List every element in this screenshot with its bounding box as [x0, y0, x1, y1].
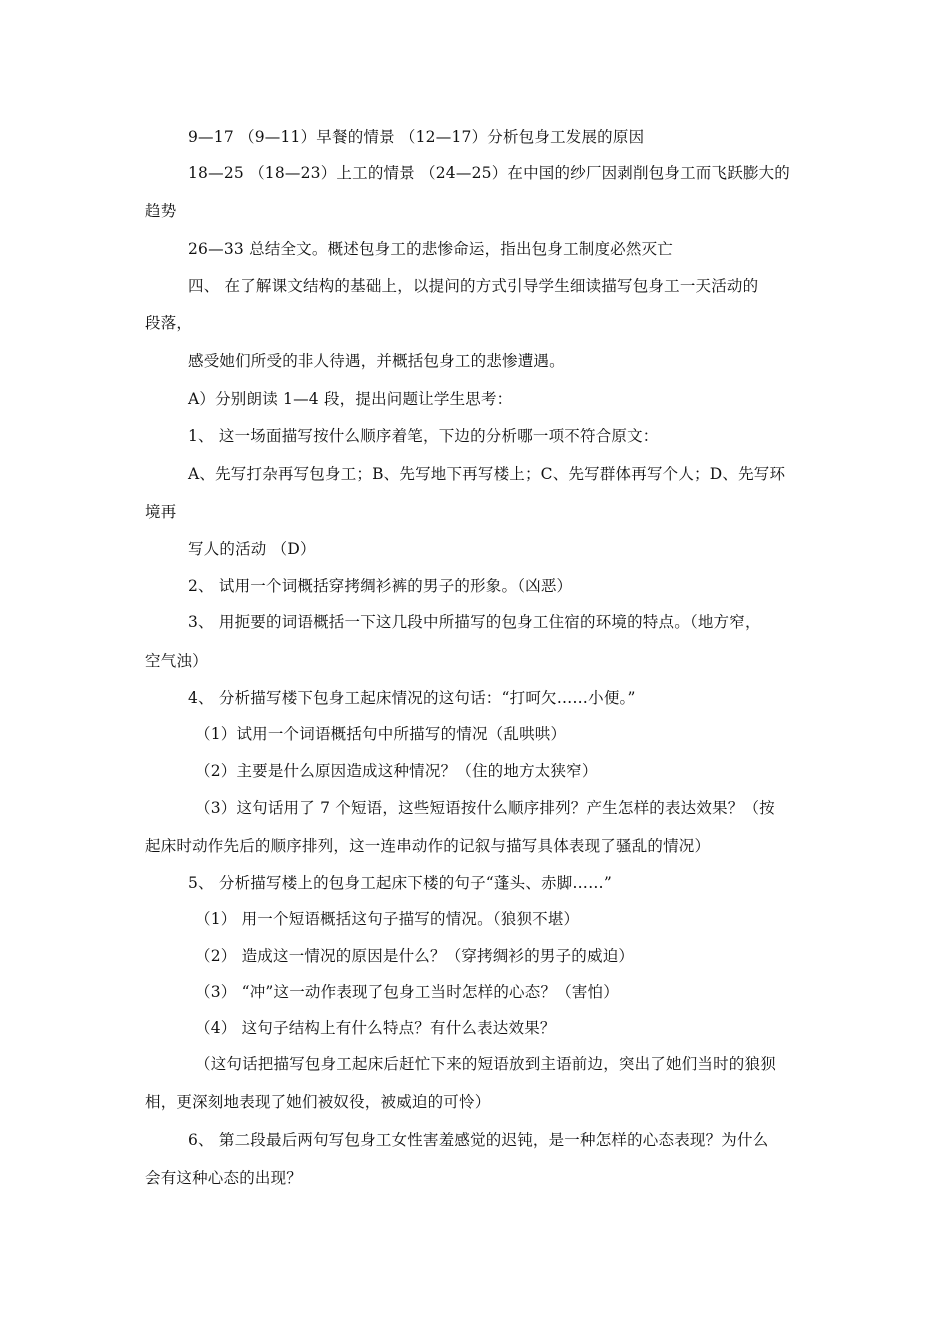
- text-line-29: 会有这种心态的出现？: [145, 1169, 303, 1187]
- text-line-2: 18—25 （18—23）上工的情景 （24—25）在中国的纱厂因剥削包身工而飞跃膨大的: [188, 164, 790, 182]
- text-line-23: （2） 造成这一情况的原因是什么？（穿拷绸衫的男子的威迫）: [195, 947, 635, 965]
- text-line-22: （1） 用一个短语概括这句子描写的情况。（狼狈不堪）: [195, 910, 580, 928]
- text-line-11: 境再: [145, 503, 177, 521]
- text-line-15: 空气浊）: [145, 652, 208, 670]
- text-line-25: （4） 这句子结构上有什么特点？有什么表达效果？: [195, 1019, 556, 1037]
- text-line-7: 感受她们所受的非人待遇，并概括包身工的悲惨遭遇。: [188, 352, 565, 370]
- text-line-13: 2、 试用一个词概括穿拷绸衫裤的男子的形象。（凶恶）: [188, 577, 573, 595]
- text-line-21: 5、 分析描写楼上的包身工起床下楼的句子“蓬头、赤脚……”: [188, 874, 612, 892]
- text-line-3: 趋势: [145, 202, 177, 220]
- text-line-14: 3、 用扼要的词语概括一下这几段中所描写的包身工住宿的环境的特点。（地方窄，: [188, 613, 761, 631]
- text-line-6: 段落，: [145, 314, 193, 332]
- text-line-8: A）分别朗读 1—4 段，提出问题让学生思考：: [188, 390, 513, 408]
- text-line-17: （1）试用一个词语概括句中所描写的情况（乱哄哄）: [195, 725, 567, 743]
- text-line-18: （2）主要是什么原因造成这种情况？（住的地方太狭窄）: [195, 762, 598, 780]
- text-line-26: （这句话把描写包身工起床后赶忙下来的短语放到主语前边，突出了她们当时的狼狈: [195, 1055, 776, 1073]
- text-line-27: 相，更深刻地表现了她们被奴役，被威迫的可怜）: [145, 1093, 491, 1111]
- text-line-12: 写人的活动 （D）: [188, 540, 316, 558]
- text-line-16: 4、 分析描写楼下包身工起床情况的这句话：“打呵欠……小便。”: [188, 689, 636, 707]
- text-line-5: 四、 在了解课文结构的基础上，以提问的方式引导学生细读描写包身工一天活动的: [188, 277, 759, 295]
- text-line-24: （3） “冲”这一动作表现了包身工当时怎样的心态？（害怕）: [195, 983, 619, 1001]
- text-line-28: 6、 第二段最后两句写包身工女性害羞感觉的迟钝，是一种怎样的心态表现？为什么: [188, 1131, 769, 1149]
- text-line-1: 9—17 （9—11）早餐的情景 （12—17）分析包身工发展的原因: [188, 128, 645, 146]
- text-line-10: A、先写打杂再写包身工；B、先写地下再写楼上；C、先写群体再写个人；D、先写环: [188, 465, 786, 483]
- text-line-19: （3）这句话用了 7 个短语，这些短语按什么顺序排列？产生怎样的表达效果？（按: [195, 799, 775, 817]
- text-line-9: 1、 这一场面描写按什么顺序着笔，下边的分析哪一项不符合原文：: [188, 427, 659, 445]
- text-line-20: 起床时动作先后的顺序排列，这一连串动作的记叙与描写具体表现了骚乱的情况）: [145, 837, 711, 855]
- text-line-4: 26—33 总结全文。概述包身工的悲惨命运，指出包身工制度必然灭亡: [188, 240, 673, 258]
